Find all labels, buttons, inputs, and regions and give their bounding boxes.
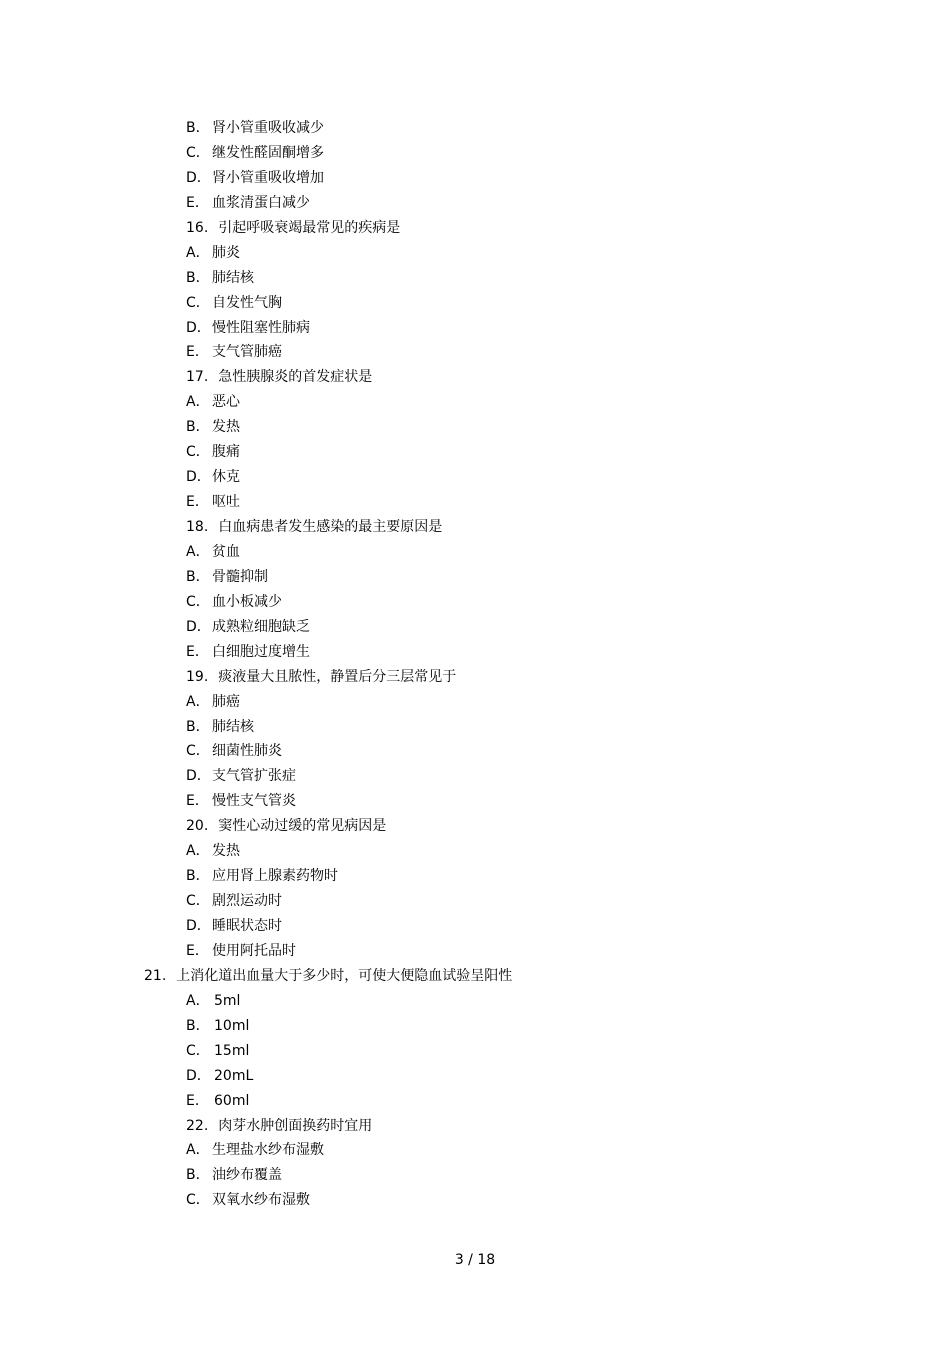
option-text: 60ml [214, 1092, 250, 1109]
option-letter: A． [186, 843, 210, 860]
option-text: 双氧水纱布湿敷 [212, 1192, 310, 1209]
option-text: 血小板减少 [212, 593, 282, 610]
option-text: 肺结核 [212, 718, 254, 735]
option-text: 15ml [214, 1042, 250, 1059]
option-text: 肾小管重吸收增加 [212, 169, 324, 186]
option-letter: C． [186, 893, 210, 910]
answer-option [0, 266, 950, 291]
question-text: 痰液量大且脓性，静置后分三层常见于 [218, 668, 457, 685]
option-letter: C． [186, 294, 210, 311]
answer-option [0, 390, 950, 415]
option-text: 细菌性肺炎 [212, 743, 282, 760]
option-text: 继发性醛固酮增多 [212, 144, 324, 161]
answer-option [0, 340, 950, 365]
answer-option [0, 1064, 950, 1089]
question-text: 窦性心动过缓的常见病因是 [218, 818, 387, 835]
question-number: 19. [186, 668, 209, 685]
option-text: 恶心 [212, 394, 240, 411]
option-text: 5ml [214, 992, 241, 1009]
option-text: 呕吐 [212, 494, 240, 511]
option-letter: C． [186, 743, 210, 760]
question-number: 22. [186, 1117, 209, 1134]
answer-option [0, 291, 950, 316]
option-text: 20mL [214, 1067, 254, 1084]
option-letter: E． [186, 194, 209, 211]
option-text: 油纱布覆盖 [212, 1167, 282, 1184]
answer-option [0, 715, 950, 740]
question-19 [0, 665, 950, 690]
answer-option [0, 889, 950, 914]
option-letter: A． [186, 992, 210, 1009]
option-text: 剧烈运动时 [212, 893, 282, 910]
option-letter: B． [186, 1167, 210, 1184]
option-letter: E． [186, 942, 209, 959]
answer-option [0, 764, 950, 789]
question-20 [0, 814, 950, 839]
answer-option [0, 640, 950, 665]
option-letter: A． [186, 693, 210, 710]
option-text: 休克 [212, 469, 240, 486]
option-letter: B． [186, 419, 210, 436]
option-letter: E． [186, 643, 209, 660]
option-text: 慢性支气管炎 [212, 793, 296, 810]
option-text: 睡眠状态时 [212, 918, 282, 934]
question-17 [0, 365, 950, 390]
option-text: 自发性气胸 [212, 294, 282, 311]
option-letter: B． [186, 718, 210, 735]
question-16 [0, 216, 950, 241]
question-number: 16. [186, 219, 209, 236]
option-letter: E． [186, 494, 209, 511]
answer-option [0, 415, 950, 440]
answer-option [0, 690, 950, 715]
option-letter: A． [186, 543, 210, 560]
option-letter: C． [186, 144, 210, 161]
option-letter: D． [186, 918, 211, 934]
option-text: 10ml [214, 1017, 250, 1034]
answer-option [0, 166, 950, 191]
answer-option [0, 316, 950, 341]
answer-option [0, 440, 950, 465]
answer-option [0, 1039, 950, 1064]
answer-option [0, 1138, 950, 1163]
option-text: 生理盐水纱布湿敷 [212, 1142, 324, 1159]
option-text: 使用阿托品时 [212, 942, 296, 959]
option-letter: C． [186, 593, 210, 610]
question-22 [0, 1114, 950, 1139]
option-text: 肺炎 [212, 244, 240, 261]
question-18 [0, 515, 950, 540]
page-number: 3 / 18 [454, 1252, 496, 1268]
answer-option [0, 1089, 950, 1114]
answer-option [0, 540, 950, 565]
option-letter: D． [186, 169, 211, 186]
option-letter: B． [186, 269, 210, 286]
option-letter: D． [186, 469, 211, 486]
option-letter: E． [186, 344, 209, 361]
option-letter: D． [186, 618, 211, 635]
answer-option [0, 116, 950, 141]
answer-option [0, 615, 950, 640]
option-letter: A． [186, 394, 210, 411]
option-text: 慢性阻塞性肺病 [212, 319, 310, 336]
answer-option [0, 864, 950, 889]
option-text: 腹痛 [212, 444, 240, 461]
option-text: 肾小管重吸收减少 [212, 120, 324, 136]
answer-option [0, 241, 950, 266]
option-letter: D． [186, 1067, 211, 1084]
question-text: 白血病患者发生感染的最主要原因是 [218, 519, 443, 535]
option-letter: C． [186, 444, 210, 461]
answer-option [0, 989, 950, 1014]
option-text: 发热 [212, 419, 240, 436]
question-number: 17. [186, 369, 209, 386]
option-text: 发热 [212, 843, 240, 860]
option-letter: A． [186, 244, 210, 261]
option-text: 肺癌 [212, 693, 240, 710]
answer-option [0, 1188, 950, 1213]
option-text: 成熟粒细胞缺乏 [212, 618, 310, 635]
answer-option [0, 739, 950, 764]
option-letter: B． [186, 568, 210, 585]
answer-option [0, 789, 950, 814]
answer-option [0, 465, 950, 490]
answer-option [0, 191, 950, 216]
question-text: 引起呼吸衰竭最常见的疾病是 [218, 219, 401, 236]
answer-option [0, 590, 950, 615]
answer-option [0, 141, 950, 166]
option-text: 贫血 [212, 543, 240, 560]
question-number: 18. [186, 519, 209, 535]
answer-option [0, 565, 950, 590]
answer-option [0, 939, 950, 964]
option-letter: E． [186, 793, 209, 810]
option-text: 骨髓抑制 [212, 568, 268, 585]
option-text: 支气管扩张症 [212, 768, 296, 785]
answer-option [0, 1163, 950, 1188]
option-letter: B． [186, 868, 210, 885]
answer-option [0, 914, 950, 939]
option-text: 血浆清蛋白减少 [212, 194, 310, 211]
question-number: 20. [186, 818, 209, 835]
option-letter: D． [186, 768, 211, 785]
option-letter: C． [186, 1042, 210, 1059]
question-text: 肉芽水肿创面换药时宜用 [218, 1117, 373, 1134]
option-text: 白细胞过度增生 [212, 643, 310, 660]
question-number: 21. [144, 967, 167, 984]
option-text: 支气管肺癌 [212, 344, 282, 361]
option-letter: B． [186, 120, 210, 136]
answer-option [0, 839, 950, 864]
question-list [0, 116, 950, 1213]
question-text: 上消化道出血量大于多少时，可使大便隐血试验呈阳性 [176, 967, 513, 984]
option-text: 肺结核 [212, 269, 254, 286]
option-letter: A． [186, 1142, 210, 1159]
question-21 [0, 964, 950, 989]
option-letter: D． [186, 319, 211, 336]
option-text: 应用肾上腺素药物时 [212, 868, 338, 885]
question-text: 急性胰腺炎的首发症状是 [218, 369, 373, 386]
answer-option [0, 1014, 950, 1039]
option-letter: E． [186, 1092, 209, 1109]
option-letter: B． [186, 1017, 210, 1034]
answer-option [0, 490, 950, 515]
option-letter: C． [186, 1192, 210, 1209]
